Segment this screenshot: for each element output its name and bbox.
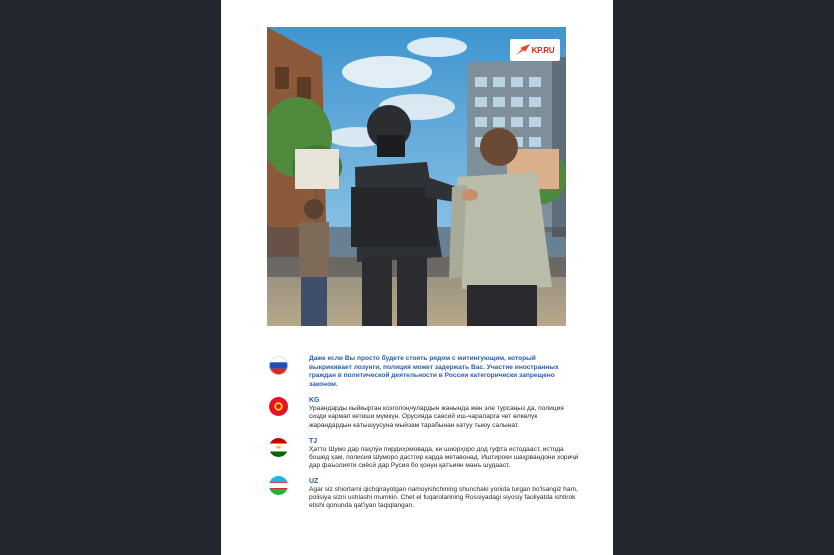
tajikistan-flag-icon — [269, 438, 288, 457]
notice-block-kg — [267, 397, 579, 430]
multilingual-notice — [267, 355, 579, 511]
document-page — [221, 0, 613, 555]
notice-block-tj — [267, 438, 579, 471]
notice-text-ru: Даже если Вы просто будете стоять рядом с митингующим, который выкрикивает лозунги, полиция может задержать Вас. Участие иностранных граждан в политической деятельности в России категорически запрещено законом. — [309, 355, 559, 388]
notice-text-tj: Ҳатто Шумо дар паҳлӯи пирдиҳомовада, ки шиорҳоро дод гуфта истодааст, истода бошед ҳам, полисия Шуморо дастгир карда метавонад. Иштироки шаҳрвандони хориҷӣ дар фаъолияти сиёсӣ дар Русия бо қонун қатъиян манъ шудааст. — [309, 445, 579, 470]
kp-ru-logo — [510, 39, 560, 61]
notice-block-ru — [267, 355, 579, 389]
notice-block-uz — [267, 478, 579, 511]
protest-detention-illustration — [267, 27, 566, 326]
notice-text-uz: Agar siz shiorlarni qichqirayotgan namoyishchining shunchaki yonida turgan bo'lsangiz ham, polisiya sizni ushlashi mumkin. Chet el fuqarolarining Rossiyadagi siyosiy faoliyatda ishtirok etishi qonunda qat'iyan taqiqlangan. — [309, 485, 578, 510]
notice-code-tj: TJ — [309, 437, 318, 445]
logo-spark-icon — [516, 44, 530, 56]
kyrgyzstan-flag-icon — [269, 397, 288, 416]
notice-code-kg: KG — [309, 397, 320, 404]
notice-code-uz: UZ — [309, 477, 319, 485]
uzbekistan-flag-icon — [269, 476, 288, 495]
logo-text: KP.RU — [531, 45, 555, 55]
notice-text-kg: Ураандарды кыйкырган козголоңчулардын жанында жөн эле турсаңыз да, полиция сизди кармап кетиши мүмкүн. Орусияда саясий иш-чараларга чет өлкөлүк жарандардын катышуусуна мыйзам тарабынан катуу тыюу салынат. — [309, 405, 564, 429]
russia-flag-icon — [269, 356, 288, 375]
